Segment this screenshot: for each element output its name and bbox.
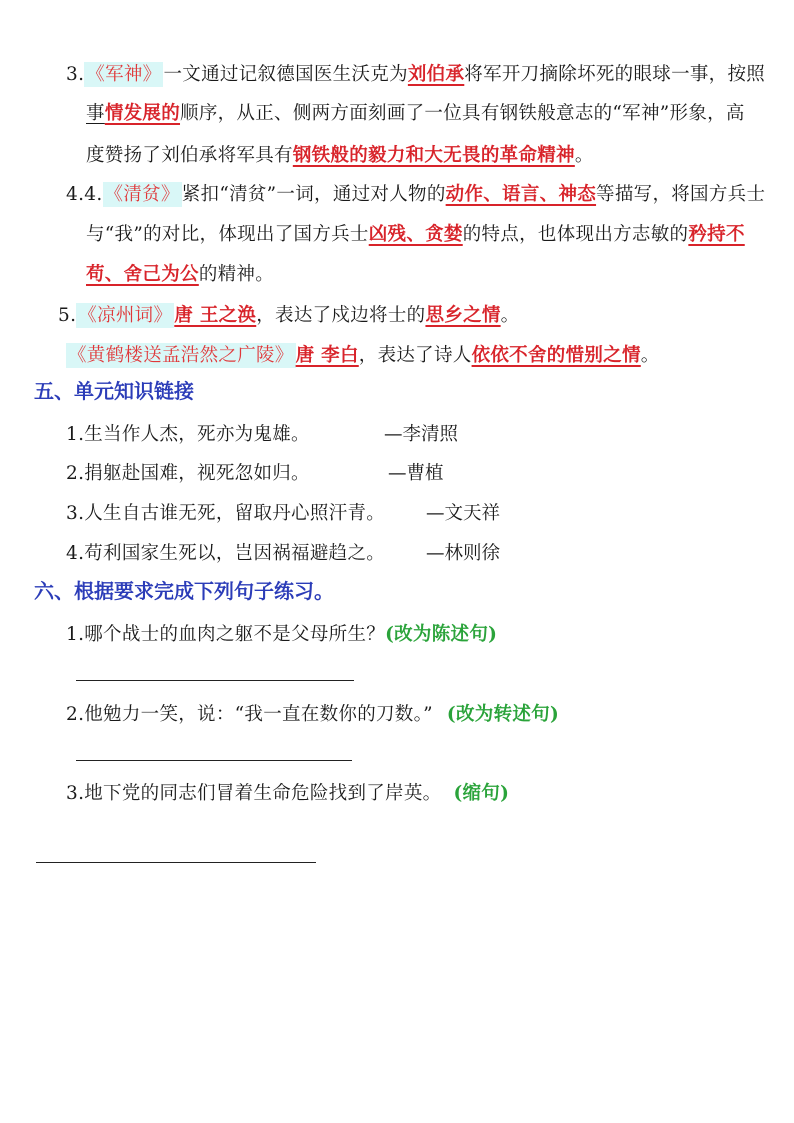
item-4-line-3 (86, 260, 274, 286)
section-5-heading: 五、单元知识链接 (34, 379, 194, 403)
item-number: 5. (58, 305, 77, 326)
title-highlight: 《凉州词》 (78, 305, 173, 326)
quote-author: —李清照 (384, 424, 459, 445)
text: 事 (86, 103, 105, 124)
text: ，表达了诗人 (358, 345, 472, 366)
exercise-3 (66, 779, 509, 805)
keyword: 刘伯承 (407, 64, 465, 85)
keyword: 唐 李白 (295, 345, 359, 366)
item-number: 3. (66, 64, 85, 85)
text: 。 (640, 345, 660, 366)
item-3-line-2 (86, 99, 745, 125)
item-number: 4.4. (66, 184, 103, 205)
keyword: 依依不舍的惜别之情 (471, 345, 641, 366)
text: 。 (500, 305, 520, 326)
text: 紧扣“清贫”一词，通过对人物的 (181, 184, 446, 205)
keyword: 动作、语言、神态 (445, 184, 597, 205)
quote-text: 3.人生自古谁无死，留取丹心照汗青。 (66, 503, 386, 524)
answer-line[interactable] (76, 760, 352, 761)
text: 度赞扬了刘伯承将军具有 (86, 145, 293, 166)
answer-line[interactable] (76, 680, 354, 681)
answer-line[interactable] (36, 862, 316, 863)
keyword: 矜持不 (688, 224, 745, 245)
text: ，表达了戍边将士的 (256, 305, 426, 326)
section-6-heading: 六、根据要求完成下列句子练习。 (34, 579, 334, 603)
item-4-line-1 (66, 180, 765, 206)
item-4-line-2 (86, 220, 745, 246)
keyword: 唐 王之涣 (174, 305, 257, 326)
item-5-line (58, 301, 519, 327)
title-highlight: 《黄鹤楼送孟浩然之广陵》 (68, 345, 294, 366)
quote-author: —曹植 (388, 463, 444, 484)
exercise-text: 2.他勉力一笑，说：“我一直在数你的刀数。” (66, 704, 433, 725)
quote-text: 2.捐躯赴国难，视死忽如归。 (66, 463, 310, 484)
item-3-line-3 (86, 141, 594, 167)
quote-author: —林则徐 (426, 543, 501, 564)
title-highlight: 《清贫》 (104, 184, 180, 205)
exercise-text: 3.地下党的同志们冒着生命危险找到了岸英。 (66, 783, 442, 804)
exercise-hint: (缩句) (453, 783, 510, 804)
quote-text: 4.苟利国家生死以，岂因祸福避趋之。 (66, 543, 386, 564)
text: 将军开刀摘除坏死的眼球一事，按照 (464, 64, 766, 85)
keyword: 钢铁般的毅力和大无畏的革命精神 (292, 145, 575, 166)
text: 的特点，也体现出方志敏的 (462, 224, 689, 245)
keyword: 苟、舍己为公 (86, 264, 199, 285)
keyword: 情发展的 (104, 103, 181, 124)
text: 的精神。 (198, 264, 275, 285)
item-6-line (66, 341, 660, 367)
item-3-line-1 (66, 60, 765, 86)
keyword: 凶残、贪婪 (368, 224, 463, 245)
title-highlight: 《军神》 (86, 64, 162, 85)
exercise-2 (66, 700, 559, 726)
exercise-hint: (改为转述句) (446, 704, 560, 725)
exercise-text: 1.哪个战士的血肉之躯不是父母所生？ (66, 624, 386, 645)
text: 顺序，从正、侧两方面刻画了一位具有钢铁般意志的“军神”形象，高 (180, 103, 745, 124)
text: 。 (574, 145, 594, 166)
text: 等描写，将国方兵士 (596, 184, 766, 205)
text: 一文通过记叙德国医生沃克为 (163, 64, 408, 85)
quote-text: 1.生当作人杰，死亦为鬼雄。 (66, 424, 310, 445)
keyword: 思乡之情 (425, 305, 501, 326)
text: 与“我”的对比，体现出了国方兵士 (86, 224, 369, 245)
exercise-1 (66, 620, 497, 646)
exercise-hint: (改为陈述句) (385, 624, 498, 645)
quote-author: —文天祥 (426, 503, 501, 524)
